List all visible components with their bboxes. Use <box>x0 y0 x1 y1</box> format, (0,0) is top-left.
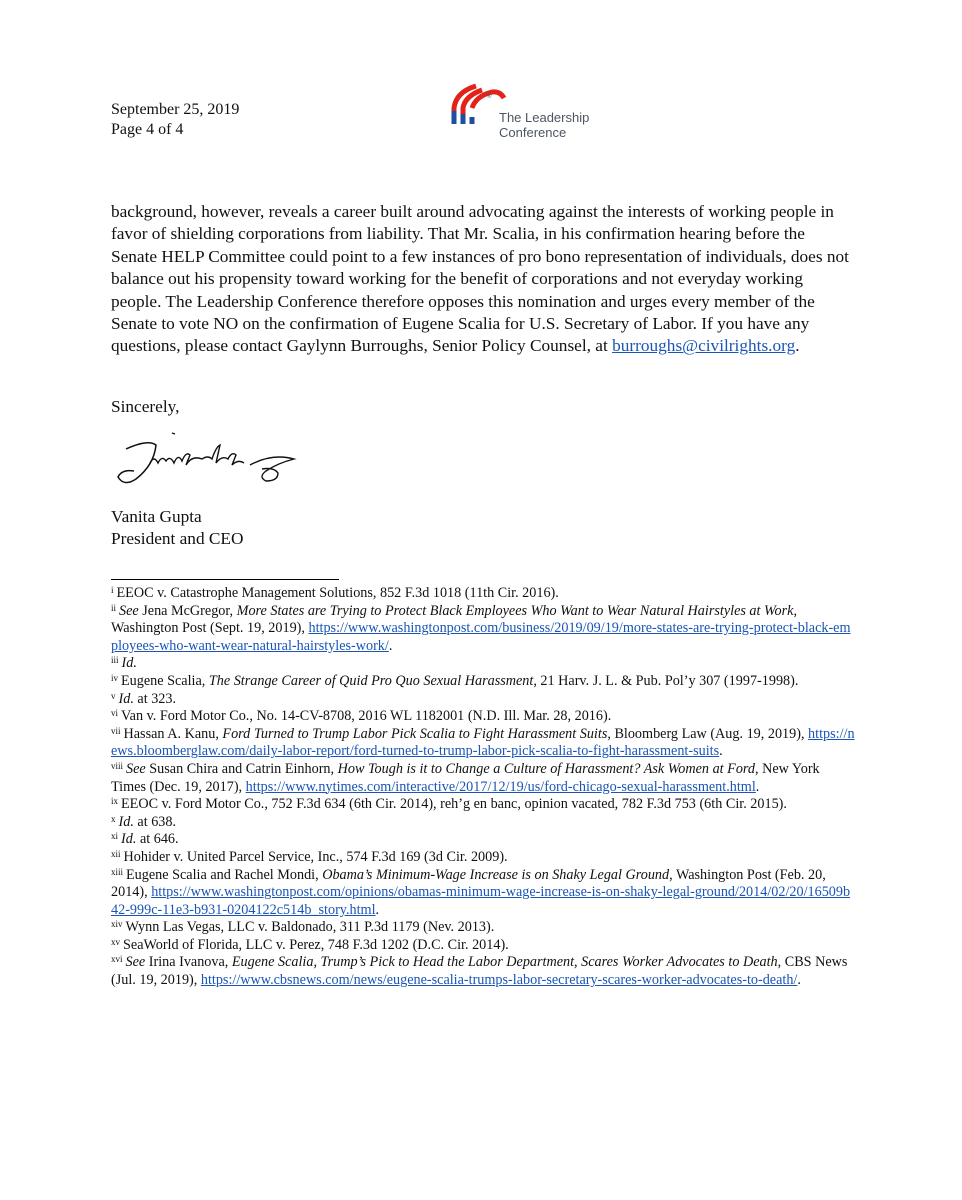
footnote-xiii: $^{xiii}$ Eugene Scalia and Rachel Mondi, Obama’s Minimum-Wage Increase is on Shaky Legal Ground, Washington Post (Feb. 20, 2014), https://www.washingtonpost.com/opinions/obamas-minimum-wage-increase-is-on-shaky-legal-ground/2014/02/20/16509b42-999c-11e3-b931-0204122c514b_story.html. <box>111 866 851 918</box>
closing-salutation: Sincerely, <box>111 397 180 416</box>
footnote-xiv: $^{xiv}$ Wynn Las Vegas, LLC v. Baldonado, 311 P.3d 1179 (Nev. 2013). <box>111 919 495 936</box>
footnote-vii: $^{vii}$ Hassan A. Kanu, Ford Turned to Trump Labor Pick Scalia to Fight Harassment Suits, Bloomberg Law (Aug. 19, 2019), https://news.bloomberglaw.com/daily-labor-report/ford-turned-to-trump-labor-pick-scalia-to-fight-harassment-suits. <box>111 725 855 760</box>
footnote-x: $^x$ Id. at 638. <box>111 813 177 830</box>
logo-line-2: Conference <box>499 125 567 140</box>
body-text: background, however, reveals a career built around advocating against the interests of working people in favor of shielding corporations from liability. That Mr. Scalia, in his confirmation hearing before the Senate HELP Committee could point to a few instances of pro bono representation of individuals, does not balance out his propensity toward working for the benefit of corporations and not everyday working people. The Leadership Conference therefore opposes this nomination and urges every member of the Senate to vote NO on the confirmation of Eugene Scalia for U.S. Secretary of Labor. If you have any questions, please contact Gaylynn Burroughs, Senior Policy Counsel, at <box>111 202 849 356</box>
footnote-link[interactable]: https://www.washingtonpost.com/opinions/obamas-minimum-wage-increase-is-on-shaky-legal-ground/2014/02/20/16509b42-999c-11e3-b931-0204122c514b_story.html <box>111 884 851 918</box>
footnote-i: $^i$ EEOC v. Catastrophe Management Solutions, 852 F.3d 1018 (11th Cir. 2016). <box>111 585 559 601</box>
footnote-vi: $^{vi}$ Van v. Ford Motor Co., No. 14-CV-8708, 2016 WL 1182001 (N.D. Ill. Mar. 28, 2016). <box>111 708 612 725</box>
footnote-xvi: $^{xvi}$ See Irina Ivanova, Eugene Scalia, Trump’s Pick to Head the Labor Department, Scares Worker Advocates to Death, CBS News (Jul. 19, 2019), https://www.cbsnews.com/news/eugene-scalia-trumps-labor-secretary-scares-worker-advocates-to-death/. <box>111 954 848 989</box>
leadership-conference-logo <box>446 78 606 144</box>
footnote-xii: $^{xii}$ Hohider v. United Parcel Service, Inc., 574 F.3d 169 (3d Cir. 2009). <box>111 848 508 865</box>
signer-name: Vanita Gupta <box>111 507 202 526</box>
footnote-iii: $^{iii}$ Id. <box>111 655 137 672</box>
signature <box>112 425 302 500</box>
footnote-xv: $^{xv}$ SeaWorld of Florida, LLC v. Perez, 748 F.3d 1202 (D.C. Cir. 2014). <box>111 936 509 953</box>
footnote-xi: $^{xi}$ Id. at 646. <box>111 831 179 848</box>
logo-arcs-icon <box>446 78 506 128</box>
registered-mark: ® <box>487 94 492 100</box>
logo-line-1: The Leadership <box>499 110 590 125</box>
page-number: Page 4 of 4 <box>111 121 184 138</box>
letter-date: September 25, 2019 <box>111 101 240 118</box>
footnote-ii: $^{ii}$ See Jena McGregor, More States are Trying to Protect Black Employees Who Want to Wear Natural Hairstyles at Work, Washington Post (Sept. 19, 2019), https://www.washingtonpost.com/business/2019/09/19/more-states-are-trying-protect-black-employees-who-want-wear-natural-hairstyles-work/. <box>111 602 851 654</box>
footnote-v: $^v$ Id. at 323. <box>111 690 177 707</box>
email-link[interactable]: burroughs@civilrights.org <box>612 336 796 356</box>
footnote-iv: $^{iv}$ Eugene Scalia, The Strange Career of Quid Pro Quo Sexual Harassment, 21 Harv. J. L. & Pub. Pol’y 307 (1997-1998). <box>111 672 799 689</box>
footnote-viii: $^{viii}$ See Susan Chira and Catrin Einhorn, How Tough is it to Change a Culture of Harassment? Ask Women at Ford, New York Times (Dec. 19, 2017), https://www.nytimes.com/interactive/2017/12/19/us/ford-chicago-sexual-harassment.html. <box>111 760 820 795</box>
page-header <box>111 100 239 140</box>
footnote-link[interactable]: https://www.washingtonpost.com/business/2019/09/19/more-states-are-trying-protect-black-employees-who-want-wear-natural-hairstyles-work/ <box>111 620 851 654</box>
signer-title: President and CEO <box>111 529 244 548</box>
footnote-link[interactable]: https://www.nytimes.com/interactive/2017/12/19/us/ford-chicago-sexual-harassment.html <box>245 778 756 795</box>
footnote-ix: $^{ix}$ EEOC v. Ford Motor Co., 752 F.3d 634 (6th Cir. 2014), reh’g en banc, opinion vacated, 782 F.3d 753 (6th Cir. 2015). <box>111 796 787 813</box>
signer-block <box>111 506 243 550</box>
body-text-end: . <box>795 336 800 356</box>
handwritten-signature-icon <box>112 425 302 495</box>
footnote-link[interactable]: https://news.bloomberglaw.com/daily-labor-report/ford-turned-to-trump-labor-pick-scalia-to-fight-harassment-suits <box>111 725 855 760</box>
body-paragraph <box>111 201 851 358</box>
footnote-link[interactable]: https://www.cbsnews.com/news/eugene-scalia-trumps-labor-secretary-scares-worker-advocates-to-death/ <box>200 972 798 989</box>
footnote-divider <box>111 579 339 580</box>
footnotes <box>111 585 856 990</box>
logo-wordmark <box>499 110 589 140</box>
